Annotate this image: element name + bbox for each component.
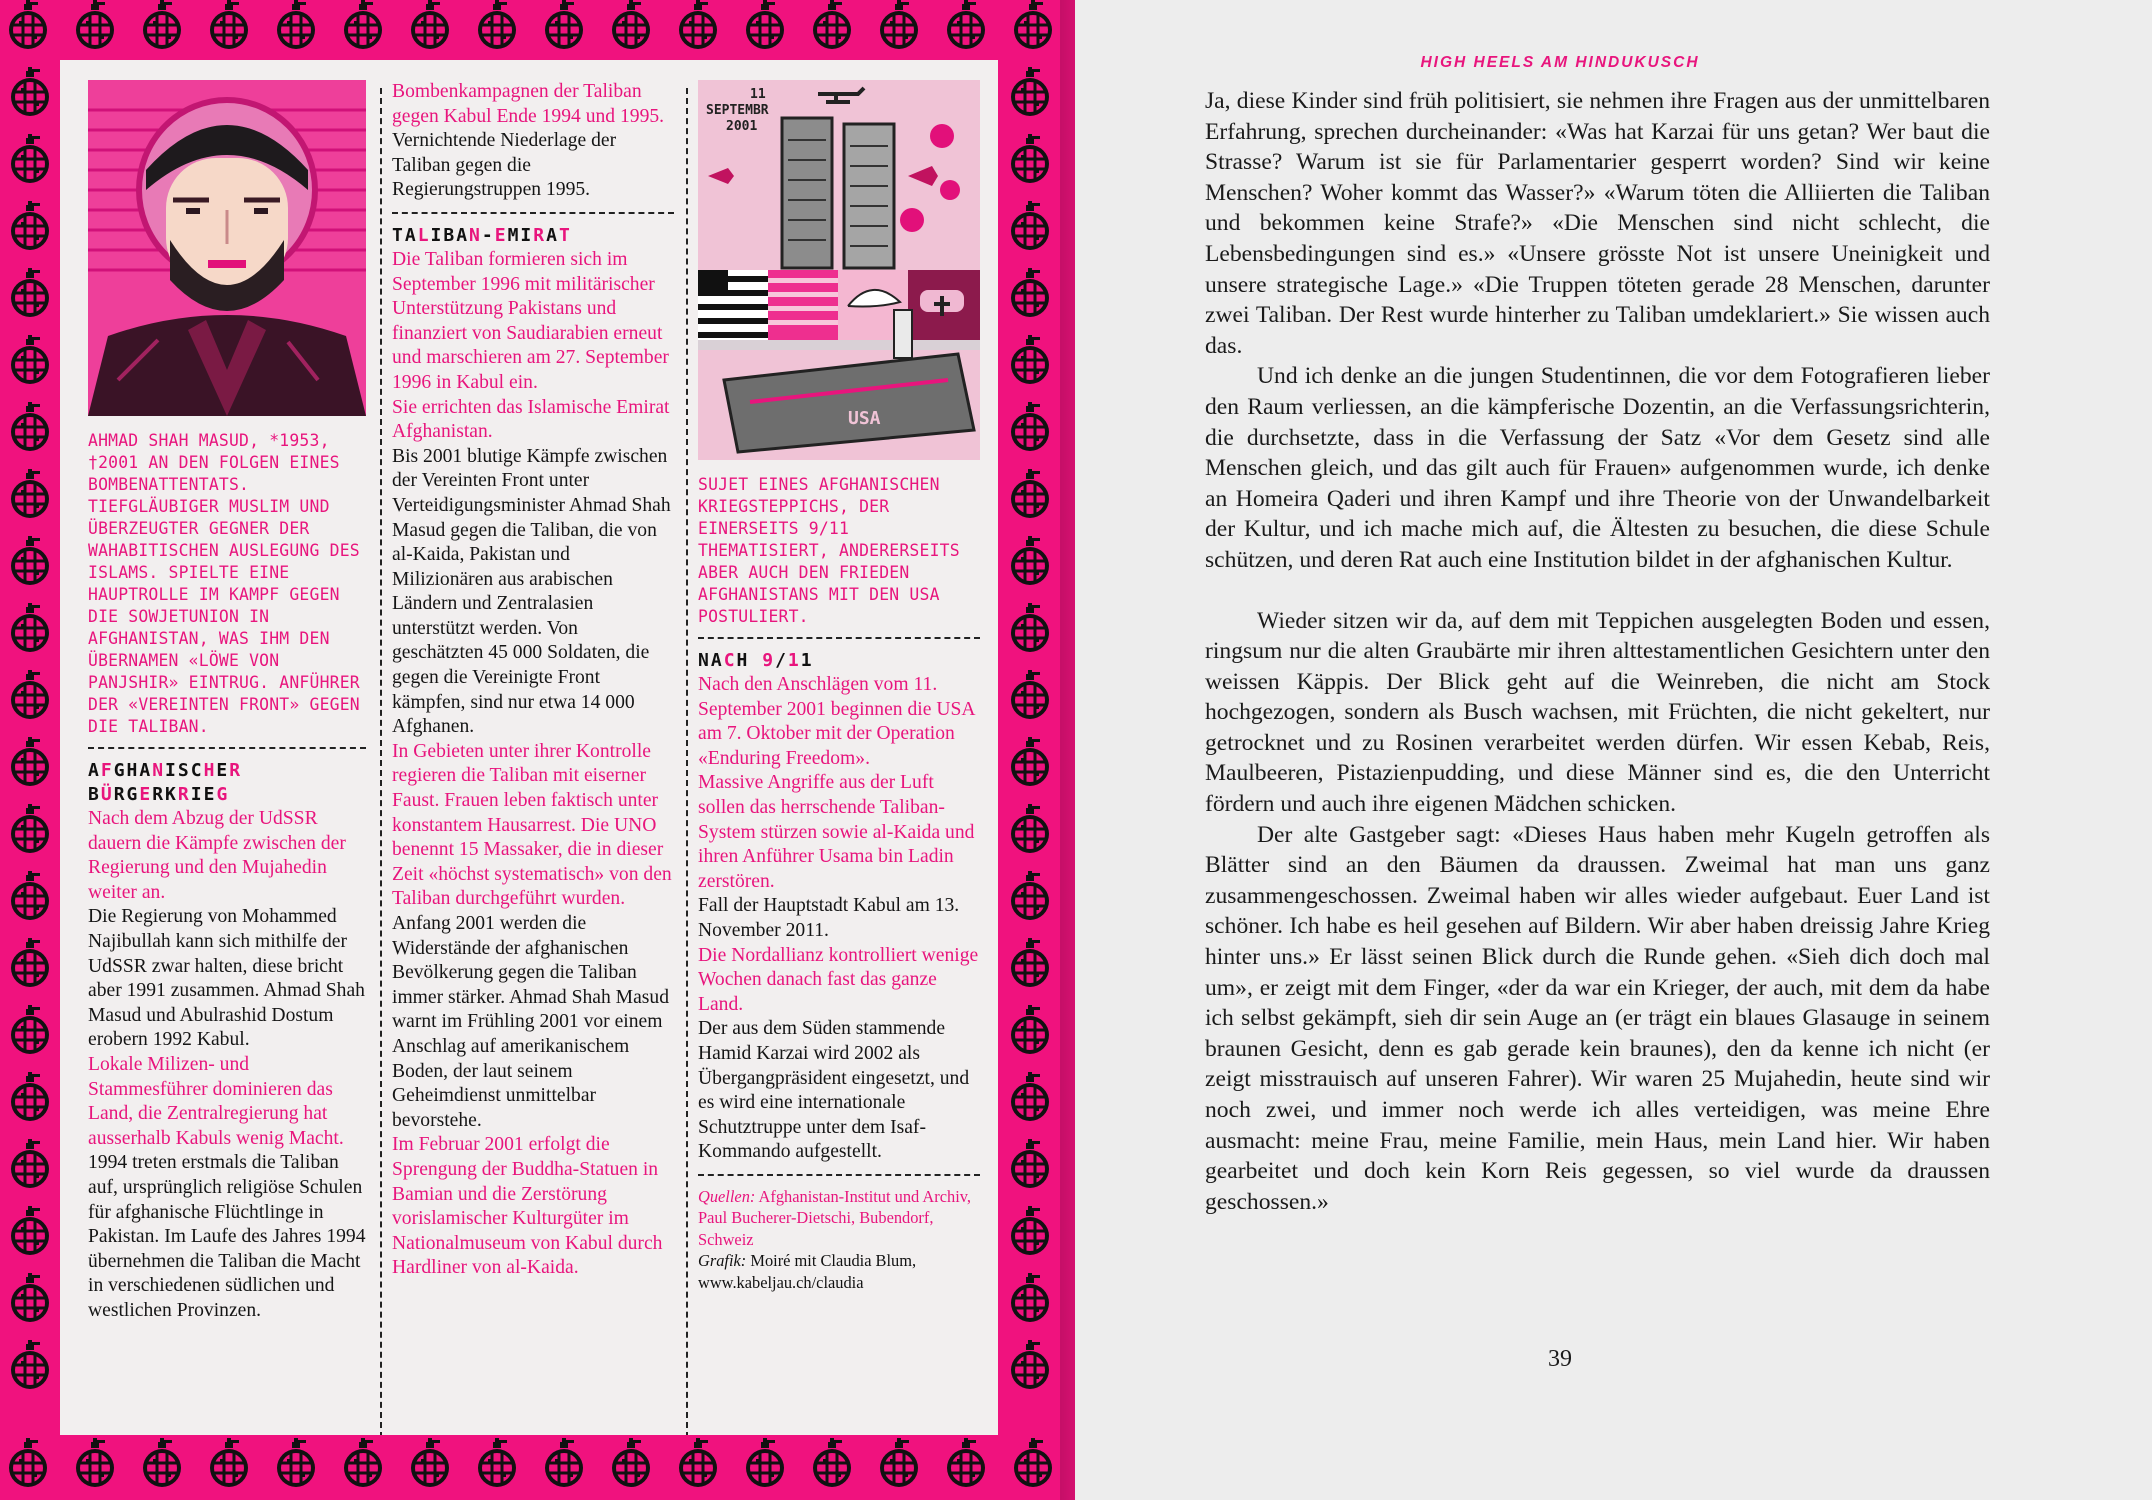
grenade-icon [1011, 737, 1049, 786]
divider [698, 637, 980, 639]
grenade-icon [478, 1438, 516, 1487]
emirat-paragraph: Die Taliban formieren sich im September 1996 mit militärischer Unterstützung Pakistans und finanziert von Saudiarabien erneut und marschieren am 27. September 1996 in Kabul ein. [392, 248, 669, 393]
emirat-paragraph: Bis 2001 blutige Kämpfe zwischen der Vereinten Front unter Verteidigungsminister Ahmad Shah Masud gegen die Taliban, die von al-Kaida, Pakistan und Milizionären aus arabischen Ländern und Zentralasien unterstützt werden. Von geschätzten 45 000 Soldaten, die gegen die Vereinigte Front kämpfen, sind nur etwa 14 000 Afghanen. [392, 445, 671, 738]
col2-paragraph: Bombenkampagnen der Taliban gegen Kabul Ende 1994 und 1995. [392, 81, 665, 127]
sources-credit [698, 1186, 980, 1294]
heading-letters: RK [152, 784, 178, 805]
grenade-icon [880, 0, 918, 49]
heading-letters: Ü [100, 784, 114, 805]
grenade-icon [210, 1438, 248, 1487]
after-911-paragraph: Fall der Hauptstadt Kabul am 13. November 2011. [698, 895, 960, 941]
grenade-icon [1011, 804, 1049, 853]
grenade-icon [478, 0, 516, 49]
column-divider [686, 88, 688, 1435]
column-3 [698, 80, 980, 1293]
heading-letters: / [775, 650, 788, 671]
grenade-icon [11, 603, 49, 652]
carpet-label: USA [848, 408, 881, 429]
after-911-paragraph: Nach den Anschlägen vom 11. September 2001 beginnen die USA am 7. Oktober mit der Operation «Enduring Freedom». [698, 674, 975, 769]
grenade-icon [11, 1340, 49, 1389]
grenade-icon [11, 67, 49, 116]
heading-letters: N [152, 760, 166, 781]
heading-letters: F [100, 760, 114, 781]
heading-letters: G [216, 784, 230, 805]
grenade-icon [1011, 469, 1049, 518]
heading-letters: - [481, 224, 495, 246]
col2-paragraph: Vernichtende Niederlage der Taliban gegen die Regierungstruppen 1995. [392, 130, 617, 201]
grenade-icon [11, 402, 49, 451]
graphic-text: Moiré mit Claudia Blum, www.kabeljau.ch/claudia [698, 1251, 917, 1292]
heading-letters: 9 [762, 650, 776, 671]
grenade-icon [813, 1438, 851, 1487]
grenade-icon [1011, 1005, 1049, 1054]
heading-afghan-civil-war [88, 759, 366, 807]
grenade-icon [1011, 335, 1049, 384]
grenade-icon [1011, 134, 1049, 183]
grenade-icon [11, 1206, 49, 1255]
right-page [1075, 0, 2152, 1500]
heading-letters: B [88, 784, 101, 805]
grenade-icon [1014, 1438, 1052, 1487]
heading-letters: IE [190, 784, 217, 805]
heading-taliban-emirat [392, 224, 674, 248]
afghan-paragraph: Die Regierung von Mohammed Najibullah kann sich mithilfe der UdSSR zwar halten, diese bricht aber 1991 zusammen. Ahmad Shah Masud und Abulrashid Dostum erobern 1992 Kabul. [88, 906, 365, 1051]
grenade-icon [76, 0, 114, 49]
heading-letters: N [469, 224, 482, 246]
carpet-caption: SUJET EINES AFGHANISCHEN KRIEGSTEPPICHS, DER EINERSEITS 9/11 THEMATISIERT, ANDERERSEITS ABER AUCH DEN FRIEDEN AFGHANISTANS MIT DEN USA POSTULIERT. [698, 475, 960, 626]
after-911-paragraph: Der aus dem Süden stammende Hamid Karzai wird 2002 als Übergangpräsident eingesetzt, und es wird eine internationale Schutztruppe unter dem Isaf-Kommando aufgestellt. [698, 1018, 970, 1163]
body-paragraph: Der alte Gastgeber sagt: «Dieses Haus haben mehr Kugeln getroffen als Blätter sind an den Bäumen da draussen. Zweimal hat man uns ganz zusammengeschossen. Zweimal haben wir alles wieder aufgebaut. Euer Land ist schöner. Ich habe es heil gesehen auf Bildern. Wir aber haben dreissig Jahre Krieg hinter uns.» Er lässt seinen Blick durch die Runde gehen. «Sieh dich doch mal um», er zeigt mit dem Finger, «der da war ein Krieger, der auch, mit dem da habe ich selbst gekämpft, sieh dir sein Auge an (er trägt ein blaues Glasauge in seinem braunen Gesicht, denn es gab gerade kein braunes), den da kenne ich nicht (er zeigt misstrauisch auf unseren Fahrer). Wir waren 25 Mujahedin, heute sind wir noch zwei, und immer noch werde ich alles verteidigen, was meine Ehre ausmacht: meine Frau, meine Familie, mein Haus, mein Land hier. Wir haben gearbeitet und doch kein Korn Reis gegessen, so viel wurde da draussen geschossen.» [1205, 821, 1990, 1215]
heading-letters: R [533, 224, 547, 246]
body-paragraph: Wieder sitzen wir da, auf dem mit Teppichen ausgelegten Boden und essen, ringsum nur die alten Graubärte mir ihren alttestamentlichen Gesichtern unter den weissen Käppis. Der Blick geht auf die Weinreben, die nicht am Stock hochgezogen, sondern als Busch wachsen, mit Früchten, die nicht gekeltert, nur getrocknet und zu Rosinen verarbeitet werden dürfen. Wir essen Kebab, Reis, Maulbeeren, Pistazienpudding, und diese Männer sind es, die den Unterricht fördern und auch ihre eigenen Mädchen schicken. [1205, 607, 1990, 818]
sources-label: Quellen: [698, 1186, 756, 1206]
grenade-icon [143, 0, 181, 49]
body-paragraph: Und ich denke an die jungen Studentinnen, die vor dem Fotografieren lieber den Raum verliessen, an die kämpferische Dozentin, an die Verfassungsrichterin, die durchsetzte, dass in die Verfassung der Satz «Vor dem Gesetz sind alle Menschen gleich, und das gilt auch für Frauen» aufgenommen wurde, ich denke an Homeira Qaderi und ihren Kampf und ihre Theorie von der Unwandelbarkeit der Kultur, und ich mache mich auf, die Ältesten zu besuchen, die diese Schule schützen, und deren Rat auch eine Institution bildet in der afghanischen Kultur. [1205, 363, 1990, 573]
grenade-icon [1011, 402, 1049, 451]
grenade-icon [1011, 670, 1049, 719]
grenade-icon [947, 1438, 985, 1487]
heading-letters: R [177, 784, 191, 805]
afghan-paragraph: 1994 treten erstmals die Taliban auf, ursprünglich religiöse Schulen für afghanische Flüchtlinge in Pakistan. Im Laufe des Jahres 1994 übernehmen die Taliban die Macht in verschiedenen südlichen und westlichen Provinzen. [88, 1152, 366, 1321]
grenade-icon [277, 0, 315, 49]
heading-letters: RG [113, 784, 140, 805]
grenade-icon [1011, 1072, 1049, 1121]
heading-letters: ISC [165, 760, 204, 781]
gutter-shadow [1060, 0, 1075, 1500]
grenade-icon [11, 536, 49, 585]
grenade-icon [1011, 536, 1049, 585]
after-911-paragraph: Die Nordallianz kontrolliert wenige Wochen danach fast das ganze Land. [698, 944, 979, 1015]
grenade-icon [880, 1438, 918, 1487]
grenade-icon [11, 1005, 49, 1054]
heading-letters: R [229, 760, 243, 781]
grenade-icon [746, 0, 784, 49]
grenade-icon [545, 1438, 583, 1487]
left-page [0, 0, 1075, 1500]
grenade-icon [679, 1438, 717, 1487]
heading-letters: GHA [113, 760, 153, 781]
grenade-icon [1011, 1139, 1049, 1188]
grenade-icon [11, 670, 49, 719]
grenade-icon [1011, 1273, 1049, 1322]
grenade-icon [947, 0, 985, 49]
column-2 [392, 80, 674, 1281]
heading-letters: MI [507, 224, 534, 246]
grenade-icon [76, 1438, 114, 1487]
grenade-icon [1011, 67, 1049, 116]
running-head: HIGH HEELS AM HINDUKUSCH [1420, 54, 1700, 71]
grenade-icon [1011, 938, 1049, 987]
afghan-paragraph: Nach dem Abzug der UdSSR dauern die Kämpfe zwischen der Regierung und den Mujahedin weiter an. [88, 808, 346, 903]
divider [698, 1174, 980, 1176]
grenade-icon [277, 1438, 315, 1487]
afghan-paragraph: Lokale Milizen- und Stammesführer dominieren das Land, die Zentralregierung hat ausserhalb Kabuls wenig Macht. [88, 1053, 344, 1149]
heading-letters: E [216, 760, 230, 781]
heading-letters: 1 [800, 650, 814, 671]
column-1 [88, 80, 366, 1323]
heading-letters: H [736, 650, 763, 671]
grenade-icon [9, 1438, 47, 1487]
grenade-icon [411, 0, 449, 49]
emirat-paragraph: Anfang 2001 werden die Widerstände der afghanischen Bevölkerung gegen die Taliban immer stärker. Ahmad Shah Masud warnt im Frühling 2001 vor einem Anschlag auf amerikanischem Boden, der laut seinem Geheimdienst unmittelbar bevorstehe. [392, 913, 669, 1131]
grenade-icon [9, 0, 47, 49]
grenade-icon [11, 1139, 49, 1188]
emirat-paragraph: Sie errichten das Islamische Emirat Afghanistan. [392, 396, 670, 443]
portrait-caption: AHMAD SHAH MASUD, *1953, †2001 AN DEN FOLGEN EINES BOMBENATTENTATS. TIEFGLÄUBIGER MUSLIM UND ÜBERZEUGTER GEGNER DER WAHABITISCHEN AUSLEGUNG DES ISLAMS. SPIELTE EINE HAUPTROLLE IM KAMPF GEGEN DIE SOWJETUNION IN AFGHANISTAN, WAS IHM DEN ÜBERNAMEN «LÖWE VON PANJSHIR» EINTRUG. ANFÜHRER DER «VEREINTEN FRONT» GEGEN DIE TALIBAN. [88, 431, 360, 736]
heading-letters: 1 [787, 650, 801, 671]
grenade-icon [344, 1438, 382, 1487]
column-divider [380, 88, 382, 1435]
grenade-icon [1011, 268, 1049, 317]
grenade-icon [1011, 1340, 1049, 1389]
grenade-icon [813, 0, 851, 49]
page-number: 39 [1548, 1346, 1572, 1372]
grenade-icon [612, 1438, 650, 1487]
grenade-icon [11, 1273, 49, 1322]
grenade-icon [11, 737, 49, 786]
sources-text: Afghanistan-Institut und Archiv, Paul Bucherer-Dietschi, Bubendorf, Schweiz [698, 1186, 971, 1249]
grenade-icon [11, 1072, 49, 1121]
heading-letters: A [546, 224, 559, 246]
masud-portrait-image [88, 80, 366, 416]
emirat-paragraph: In Gebieten unter ihrer Kontrolle regieren die Taliban mit eiserner Faust. Frauen leben faktisch unter konstantem Hausarrest. Die UNO benennt 15 Massaker, die in dieser Zeit «höchst systematisch» von den Taliban durchgeführt wurden. [392, 740, 672, 910]
grenade-icon [612, 0, 650, 49]
grenade-icon [11, 871, 49, 920]
body-paragraph: Ja, diese Kinder sind früh politisiert, sie nehmen ihre Fragen aus der unmittelbaren Erfahrung, sprechen durcheinander: «Was hat Karzai für uns getan? Wer baut die Strasse? Warum ist sie für Parlamentarier gesperrt worden? Sind wir keine Menschen? Woher kommt das Wasser?» «Warum töten die Alliierten die Taliban und bekommen keine Strafe?» «Die Menschen sind nicht schlecht, die Lebensbedingungen sind es.» «Unsere grösste Not ist unsere Uneinigkeit und unsere strategische Lage.» «Die Truppen töteten gerade 28 Menschen, darunter zwei Taliban. Der Rest wurde hinterher zu Taliban umdeklariert.» Sie wissen auch das. [1205, 88, 1990, 359]
grenade-icon [11, 134, 49, 183]
grenade-icon [1014, 0, 1052, 49]
carpet-label: 2001 [726, 119, 758, 134]
grenade-icon [679, 0, 717, 49]
grenade-icon [11, 268, 49, 317]
heading-letters: NA [698, 650, 724, 671]
timeline-panel [60, 60, 998, 1435]
heading-letters: C [723, 650, 737, 671]
heading-letters: TA [392, 224, 418, 246]
after-911-paragraph: Massive Angriffe aus der Luft sollen das herrschende Taliban-System stürzen sowie al-Kaida und ihren Anführer Usama bin Ladin zerstören. [698, 772, 975, 892]
heading-letters: E [494, 224, 508, 246]
grenade-icon [1011, 871, 1049, 920]
graphic-label: Grafik: [698, 1251, 747, 1271]
grenade-icon [411, 1438, 449, 1487]
grenade-icon [11, 201, 49, 250]
heading-letters: IBA [430, 224, 470, 246]
heading-letters: H [203, 760, 217, 781]
heading-letters: T [558, 224, 572, 246]
grenade-icon [1011, 1206, 1049, 1255]
grenade-icon [11, 938, 49, 987]
grenade-icon [11, 469, 49, 518]
divider [88, 747, 366, 749]
grenade-icon [746, 1438, 784, 1487]
heading-letters: L [417, 224, 431, 246]
carpet-label: 11 [750, 87, 766, 102]
emirat-paragraph: Im Februar 2001 erfolgt die Sprengung der Buddha-Statuen in Bamian und die Zerstörung vorislamischer Kulturgüter im Nationalmuseum von Kabul durch Hardliner von al-Kaida. [392, 1134, 663, 1279]
heading-after-911 [698, 649, 980, 673]
body-text [1205, 86, 1990, 1217]
grenade-icon [11, 335, 49, 384]
grenade-icon [11, 804, 49, 853]
grenade-icon [210, 0, 248, 49]
grenade-icon [1011, 201, 1049, 250]
grenade-icon [1011, 603, 1049, 652]
carpet-label: SEPTEMBR [706, 103, 769, 118]
heading-letters: A [88, 760, 101, 781]
divider [392, 212, 674, 214]
grenade-icon [143, 1438, 181, 1487]
war-carpet-image [698, 80, 980, 460]
heading-letters: E [139, 784, 153, 805]
grenade-icon [545, 0, 583, 49]
grenade-icon [344, 0, 382, 49]
